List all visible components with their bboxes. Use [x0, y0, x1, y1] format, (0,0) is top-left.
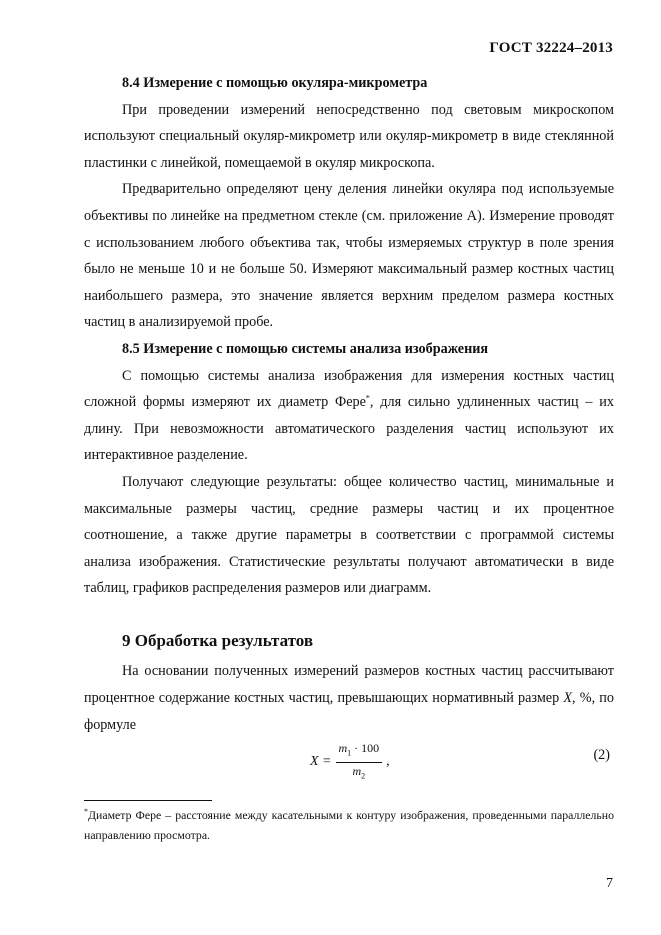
formula-fraction [336, 740, 383, 784]
section-8-5-paragraph-1 [84, 363, 614, 469]
formula-numerator [336, 740, 383, 762]
section-9-p1-text-b: , %, по формуле [84, 690, 614, 733]
section-8-4-heading: 8.4 Измерение с помощью окуляра-микрометра [122, 75, 428, 91]
footnote [84, 802, 614, 845]
section-9-paragraph-1 [84, 658, 614, 738]
section-8-5-p1-text-a: С помощью системы анализа изображения для измерения костных частиц сложной формы измеряют их диаметр Ферe [84, 367, 614, 411]
denominator-var: m [352, 763, 362, 778]
formula-expression [310, 740, 390, 784]
section-8-5-p1-text-b: , для сильно удлиненных частиц – их длину. При невозможности автоматического разделения частиц используют их интерактивное разделение. [84, 394, 614, 464]
denominator-sub: 2 [361, 771, 366, 781]
formula-denominator [353, 763, 366, 784]
numerator-sub: 1 [347, 748, 352, 758]
document-standard-header: ГОСТ 32224–2013 [489, 40, 613, 56]
section-8-4-paragraph-1: При проведении измерений непосредственно под световым микроскопом используют специальный окуляр-микрометр или окуляр-микрометр в виде стеклянной пластинки с линейкой, помещаемой в окуляр микроскопа. [84, 101, 614, 171]
formula-2 [84, 740, 614, 781]
numerator-var: m [338, 741, 348, 756]
section-8-4-paragraph-2: Предварительно определяют цену деления линейки окуляра под используемые объективы по линейке на предметном стекле (см. приложение А). Измерение проводят с использованием любого объектива так, чтобы измеряемых структур в поле зрения было не меньше 10 и не больше 50. Измеряют максимальный размер костных частиц наибольшего размера, это значение является верхним пределом размера костных частиц в анализируемой пробе. [84, 181, 614, 331]
formula-number: (2) [593, 747, 610, 764]
section-9-p1-text-a: На основании полученных измерений размеров костных частиц рассчитывают процентное содержание костных частиц, превышающих нормативный размер [84, 663, 614, 707]
footnote-reference-mark: * [365, 393, 370, 403]
page-number: 7 [606, 876, 613, 891]
section-8-5-paragraph-2: Получают следующие результаты: общее количество частиц, минимальные и максимальные размеры частиц, средние размеры частиц и их процентное соотношение, а также другие параметры в соответствии с программой системы анализа изображения. Статистические результаты получают автоматически в виде таблиц, графиков распределения размеров или диаграмм. [84, 473, 614, 597]
footnote-mark: * [84, 807, 88, 816]
formula-trailing-comma: , [386, 753, 390, 769]
variable-x: X [563, 690, 573, 707]
section-9-heading: 9 Обработка результатов [122, 630, 314, 650]
numerator-rest: · 100 [351, 741, 380, 756]
section-8-5-heading: 8.5 Измерение с помощью системы анализа изображения [122, 340, 489, 357]
formula-lhs: X = [310, 753, 332, 769]
footnote-separator [84, 800, 212, 801]
footnote-text: Диаметр Фере – расстояние между касательными к контуру изображения, проведенными параллельно направлению просмотра. [84, 807, 614, 842]
page-content [84, 70, 614, 781]
